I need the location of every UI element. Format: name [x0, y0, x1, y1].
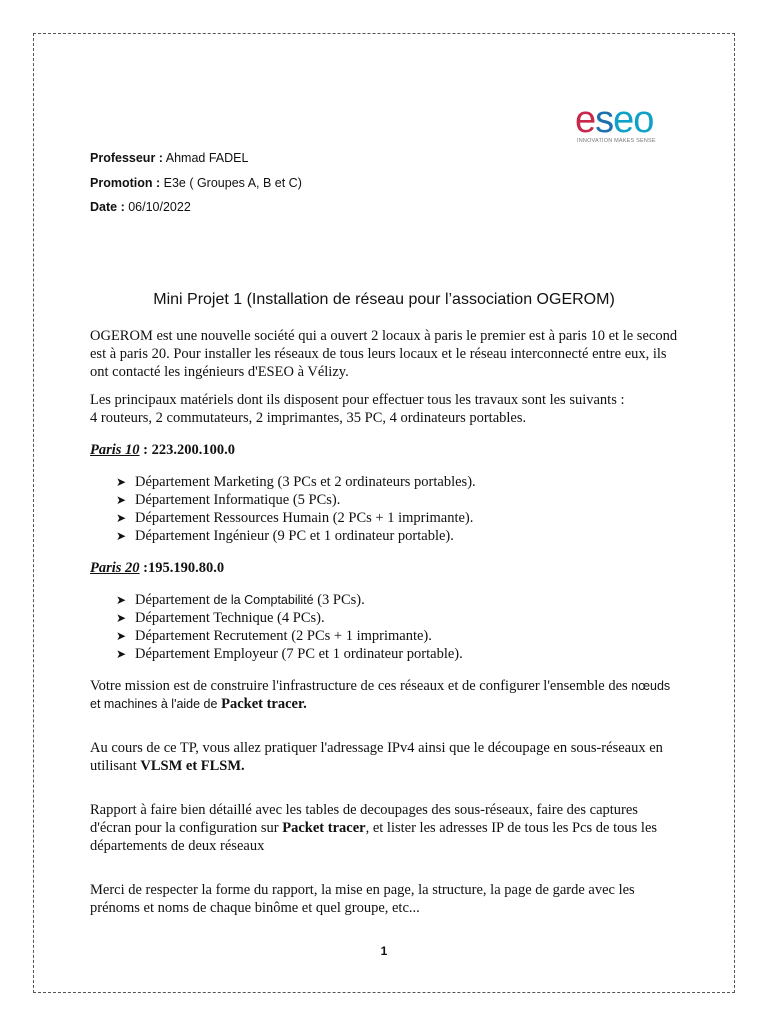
intro-paragraph: OGEROM est une nouvelle société qui a ouvert 2 locaux à paris le premier est à paris 10 et le second est à paris 20. Pour installer les réseaux de tous leurs locaux et le réseau interconnecté entre eux, ils ont contacté les ingénieurs d'ESEO à Vélizy. — [90, 328, 678, 380]
list-item: ➤ Département Marketing (3 PCs et 2 ordinateurs portables). — [116, 474, 476, 490]
arrow-bullet-icon: ➤ — [116, 511, 127, 525]
document-body — [90, 327, 680, 927]
logo-tagline: INNOVATION MAKES SENSE — [577, 138, 656, 144]
eseo-logo — [573, 100, 681, 156]
document-meta — [90, 150, 302, 224]
arrow-bullet-icon: ➤ — [116, 593, 127, 607]
list-item: ➤ Département Technique (4 PCs). — [116, 610, 325, 626]
arrow-bullet-icon: ➤ — [116, 629, 127, 643]
logo-wordmark: eseo — [575, 99, 654, 141]
date-line: Date : 06/10/2022 — [90, 200, 191, 214]
promotion-line: Promotion : E3e ( Groupes A, B et C) — [90, 175, 302, 190]
paris20-departments — [90, 591, 680, 663]
list-item: ➤ Département de la Comptabilité (3 PCs). — [116, 592, 365, 608]
arrow-bullet-icon: ➤ — [116, 493, 127, 507]
mission-paragraph: Votre mission est de construire l'infrastructure de ces réseaux et de configurer l'ensemble des nœuds et machines à l'aide de Packet tracer. — [90, 678, 671, 712]
arrow-bullet-icon: ➤ — [116, 475, 127, 489]
document-title: Mini Projet 1 (Installation de réseau pour l’association OGEROM) — [153, 291, 615, 308]
paris20-heading: Paris 20 :195.190.80.0 — [90, 560, 225, 576]
closing-paragraph: Merci de respecter la forme du rapport, la mise en page, la structure, la page de garde avec les prénoms et noms de chaque binôme et quel groupe, etc... — [90, 882, 635, 916]
paris10-heading: Paris 10 : 223.200.100.0 — [90, 442, 236, 458]
arrow-bullet-icon: ➤ — [116, 529, 127, 543]
arrow-bullet-icon: ➤ — [116, 611, 127, 625]
rapport-paragraph: Rapport à faire bien détaillé avec les tables de decoupages des sous-réseaux, faire des captures d'écran pour la configuration sur Packet tracer, et lister les adresses IP de tous les Pcs de tous les départements de deux réseaux — [90, 802, 658, 854]
list-item: ➤ Département Employeur (7 PC et 1 ordinateur portable). — [116, 646, 463, 662]
arrow-bullet-icon: ➤ — [116, 647, 127, 661]
materials-paragraph: Les principaux matériels dont ils disposent pour effectuer tous les travaux sont les suivants : 4 routeurs, 2 commutateurs, 2 imprimantes, 35 PC, 4 ordinateurs portables. — [90, 392, 625, 426]
paris10-departments — [90, 473, 680, 545]
list-item: ➤ Département Informatique (5 PCs). — [116, 492, 341, 508]
page-number: 1 — [380, 944, 388, 958]
list-item: ➤ Département Ingénieur (9 PC et 1 ordinateur portable). — [116, 528, 454, 544]
list-item: ➤ Département Recrutement (2 PCs + 1 imprimante). — [116, 628, 432, 644]
tp-paragraph: Au cours de ce TP, vous allez pratiquer l'adressage IPv4 ainsi que le découpage en sous-réseaux en utilisant VLSM et FLSM. — [90, 740, 663, 774]
professor-line: Professeur : Ahmad FADEL — [90, 151, 249, 165]
list-item: ➤ Département Ressources Humain (2 PCs + 1 imprimante). — [116, 510, 474, 526]
